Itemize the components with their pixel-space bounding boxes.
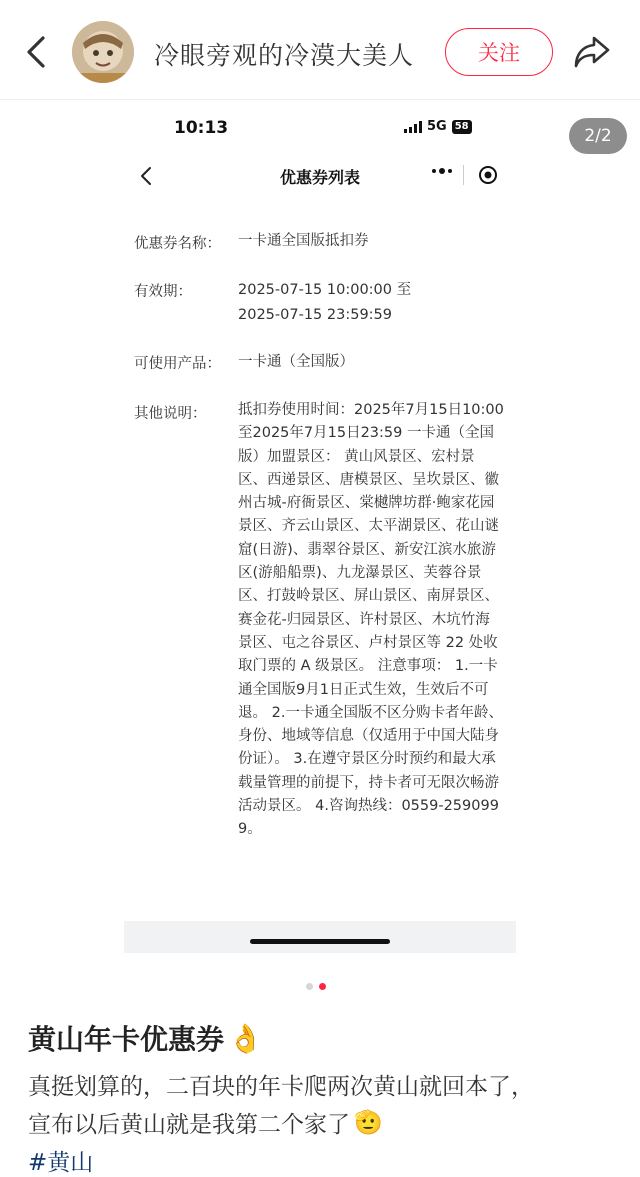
carousel-dot[interactable] (306, 983, 313, 990)
other-notes-line: 活动景区。 4.咨询热线：0559-259099 (238, 798, 499, 815)
hashtag-link[interactable]: #黄山 (28, 1150, 94, 1176)
other-notes-line: 景区、齐云山景区、太平湖景区、花山谜 (238, 518, 499, 535)
inner-more-icon (432, 168, 452, 174)
inner-home-indicator (250, 939, 390, 944)
other-notes-line: 至2025年7月15日23:59 一卡通（全国 (238, 425, 494, 442)
chevron-left-icon (25, 35, 47, 69)
share-icon (572, 34, 612, 70)
carousel-dots (306, 983, 326, 990)
other-notes-line: 身份、地域等信息（仅适用于中国大陆身 (238, 728, 499, 745)
top-app-bar (0, 0, 640, 100)
other-notes-line: 通全国版9月1日正式生效，生效后不可 (238, 681, 489, 698)
battery-icon: 58 (452, 120, 472, 134)
signal-icon (404, 121, 422, 133)
other-notes-line: 州古城-府衙景区、棠樾牌坊群·鲍家花园 (238, 495, 495, 512)
product-label: 可使用产品： (134, 356, 221, 372)
validity-label: 有效期： (134, 284, 192, 300)
image-page-counter: 2/2 (569, 118, 627, 154)
post-body-text: 真挺划算的，二百块的年卡爬两次黄山就回本了， (28, 1074, 534, 1100)
inner-page-title: 优惠券列表 (279, 168, 360, 187)
inner-back-icon (136, 163, 156, 189)
coupon-name-label: 优惠券名称： (134, 236, 221, 252)
avatar[interactable] (72, 21, 134, 83)
network-label: 5G (427, 119, 447, 134)
post-title (28, 1018, 263, 1058)
other-notes-line: 区、打鼓岭景区、屏山景区、南屏景区、 (238, 588, 499, 605)
inner-divider (463, 165, 464, 185)
other-notes-line: 载量管理的前提下，持卡者可无限次畅游 (238, 774, 499, 791)
other-notes-line: 版）加盟景区： 黄山风景区、宏村景 (238, 448, 475, 465)
inner-target-icon (478, 165, 498, 185)
other-notes-line: 窟(日游)、翡翠谷景区、新安江滨水旅游 (238, 541, 496, 558)
other-notes-line: 9。 (238, 821, 262, 838)
inner-home-bar-area (124, 921, 516, 953)
ok-hand-emoji-icon: 👌 (228, 1021, 263, 1055)
other-notes-line: 份证）。 3.在遵守景区分时预约和最大承 (238, 751, 496, 768)
share-button[interactable] (570, 30, 614, 74)
inner-status-icons (404, 119, 472, 134)
author-name[interactable]: 冷眼旁观的冷漠大美人 (154, 41, 415, 70)
carousel-dot-active[interactable] (319, 983, 326, 990)
product-value: 一卡通（全国版） (238, 354, 354, 370)
post-body-line-1 (28, 1068, 628, 1101)
salute-emoji-icon: 🫡 (354, 1110, 383, 1136)
post-body-text: 宣布以后黄山就是我第二个家了 (28, 1112, 350, 1138)
other-notes-label: 其他说明： (134, 406, 207, 422)
other-notes-line: 退。 2.一卡通全国版不区分购卡者年龄、 (238, 704, 503, 721)
other-notes-line: 取门票的 A 级景区。 注意事项： 1.一卡 (238, 658, 498, 675)
other-notes-line: 区、西递景区、唐模景区、呈坎景区、徽 (238, 471, 499, 488)
other-notes-line: 抵扣券使用时间：2025年7月15日10:00 (238, 402, 504, 418)
other-notes-line: 景区、屯之谷景区、卢村景区等 22 处收 (238, 634, 498, 651)
follow-button[interactable]: 关注 (445, 28, 553, 76)
other-notes-value (238, 399, 506, 842)
validity-value-line1: 2025-07-15 10:00:00 至 (238, 282, 412, 298)
avatar-image (72, 21, 134, 83)
post-title-text: 黄山年卡优惠券 (28, 1023, 225, 1056)
other-notes-line: 赛金花-归园景区、许村景区、木坑竹海 (238, 611, 490, 628)
inner-status-time: 10:13 (174, 118, 229, 138)
back-button[interactable] (18, 32, 54, 72)
post-body-line-2 (28, 1106, 628, 1139)
validity-value-line2: 2025-07-15 23:59:59 (238, 307, 392, 323)
coupon-name-value: 一卡通全国版抵扣券 (238, 233, 369, 249)
other-notes-line: 区(游船船票)、九龙瀑景区、芙蓉谷景 (238, 565, 482, 582)
